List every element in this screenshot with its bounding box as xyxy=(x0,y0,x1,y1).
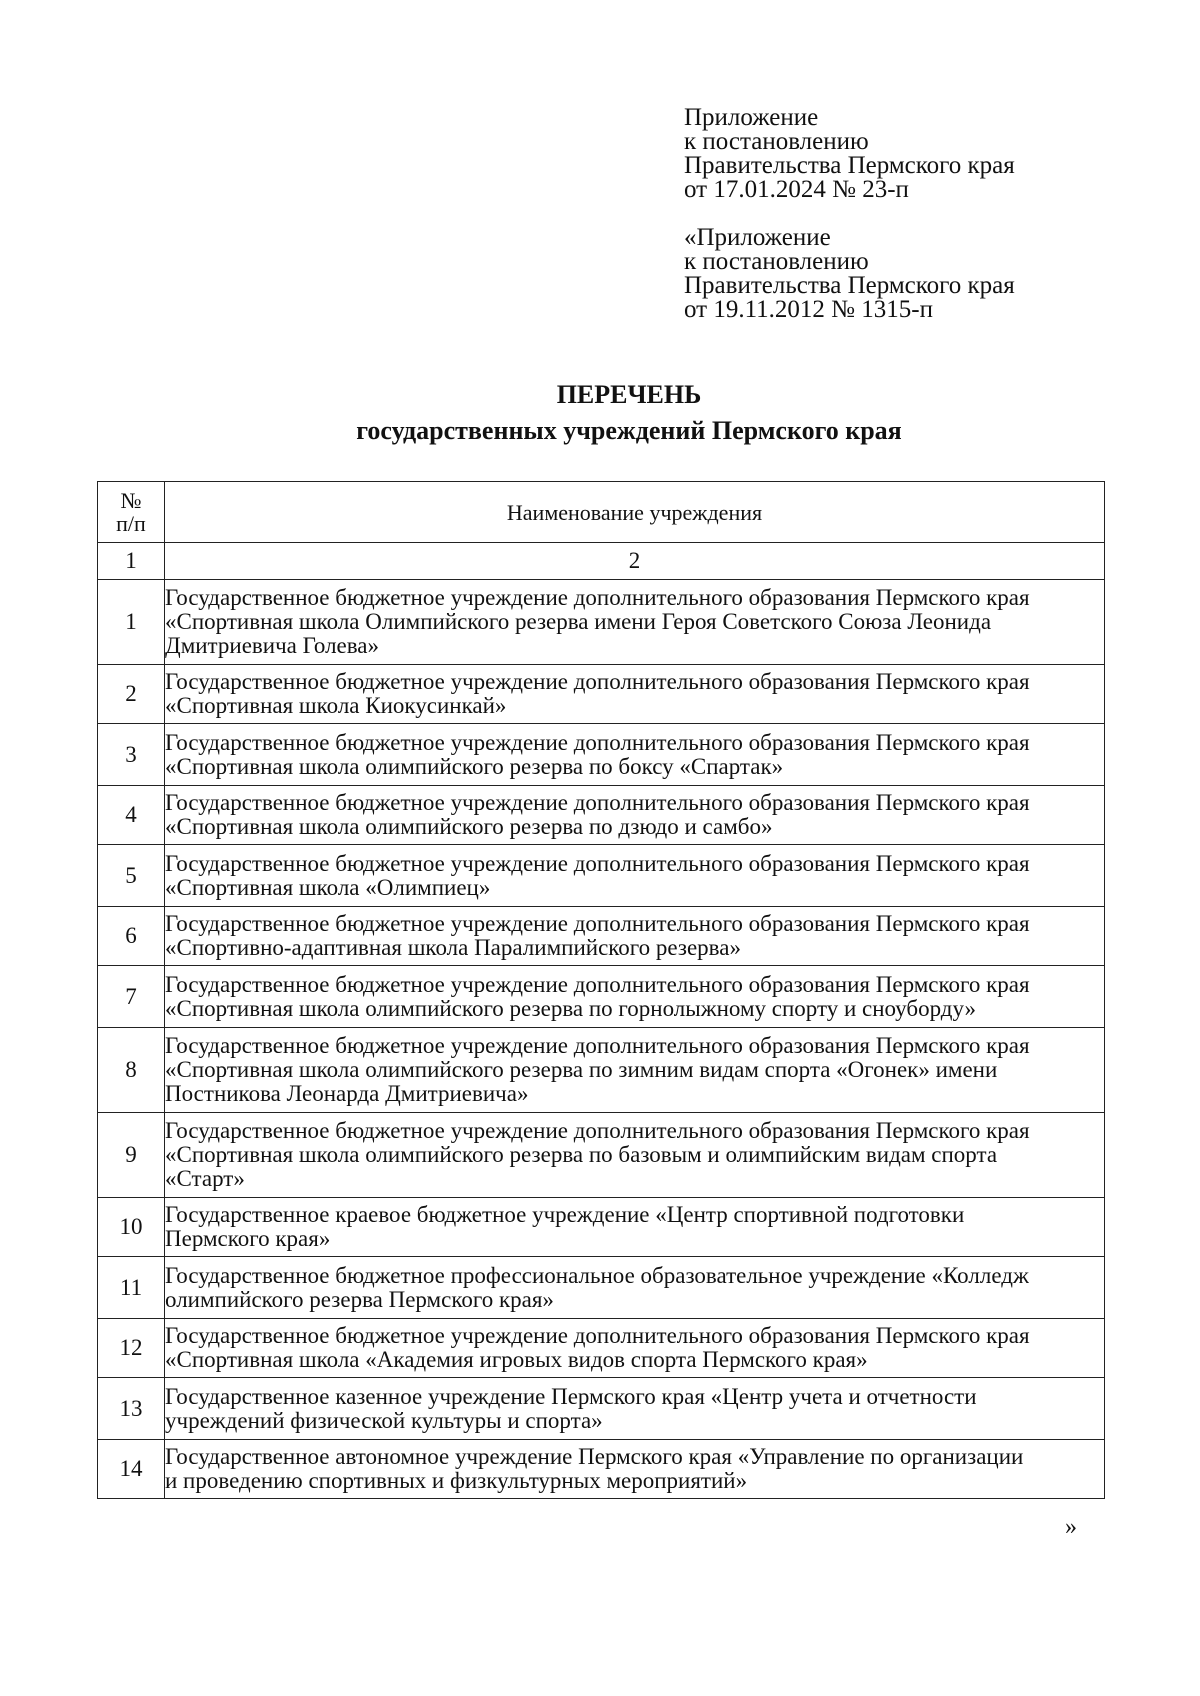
table-row xyxy=(98,724,1105,786)
institution-name-line: Государственное бюджетное учреждение дополнительного образования Пермского края xyxy=(165,1323,1030,1348)
institution-name xyxy=(165,1257,1105,1319)
table-row xyxy=(98,1198,1105,1257)
institution-name-line: Государственное бюджетное учреждение дополнительного образования Пермского края xyxy=(165,790,1030,815)
table-row xyxy=(98,580,1105,665)
table-row xyxy=(98,1378,1105,1440)
row-number: 6 xyxy=(98,907,165,966)
institution-name-line: «Спортивно-адаптивная школа Паралимпийского резерва» xyxy=(165,935,741,960)
row-number: 1 xyxy=(98,580,165,665)
row-number: 2 xyxy=(98,665,165,724)
institution-name-line: «Спортивная школа олимпийского резерва по горнолыжному спорту и сноуборду» xyxy=(165,995,977,1021)
institution-name-line: Государственное бюджетное профессиональное образовательное учреждение «Колледж xyxy=(165,1262,1029,1288)
institution-name xyxy=(165,845,1105,907)
table-row xyxy=(98,1113,1105,1198)
column-index-row xyxy=(98,543,1105,580)
institution-name-line: Государственное бюджетное учреждение дополнительного образования Пермского края xyxy=(165,669,1030,694)
institution-name-line: олимпийского резерва Пермского края» xyxy=(165,1286,554,1312)
institution-name-line: учреждений физической культуры и спорта» xyxy=(165,1407,603,1433)
institution-name-line: «Спортивная школа «Олимпиец» xyxy=(165,874,491,900)
institution-name-line: Государственное бюджетное учреждение дополнительного образования Пермского края xyxy=(165,729,1030,755)
document-title: ПЕРЕЧЕНЬ xyxy=(556,380,702,409)
annex-line: Приложение xyxy=(684,104,819,131)
table-row xyxy=(98,1028,1105,1113)
row-number: 10 xyxy=(98,1198,165,1257)
institution-name-line: Пермского края» xyxy=(165,1226,331,1251)
institution-name-line: и проведению спортивных и физкультурных мероприятий» xyxy=(165,1468,748,1493)
table-header-row xyxy=(98,482,1105,543)
institution-name-line: Государственное бюджетное учреждение дополнительного образования Пермского края xyxy=(165,911,1030,936)
institution-name xyxy=(165,665,1105,724)
institution-name xyxy=(165,966,1105,1028)
institution-name xyxy=(165,1113,1105,1198)
annex-line: Правительства Пермского края xyxy=(684,152,1015,179)
institutions-table xyxy=(97,481,1105,1499)
institution-name-line: «Старт» xyxy=(165,1166,245,1191)
row-number: 13 xyxy=(98,1378,165,1440)
annex-block-original xyxy=(684,226,1015,322)
institution-name xyxy=(165,580,1105,665)
table-row xyxy=(98,786,1105,845)
institution-name xyxy=(165,724,1105,786)
institution-name-line: Государственное бюджетное учреждение дополнительного образования Пермского края xyxy=(165,971,1030,997)
institution-name-line: Постникова Леонарда Дмитриевича» xyxy=(165,1081,529,1106)
row-number: 12 xyxy=(98,1319,165,1378)
document-subtitle: государственных учреждений Пермского края xyxy=(356,416,902,445)
annex-line: от 17.01.2024 № 23-п xyxy=(684,176,909,203)
annex-line: к постановлению xyxy=(684,128,869,155)
institution-name-line: Государственное бюджетное учреждение дополнительного образования Пермского края xyxy=(165,1033,1030,1058)
header-number-abbrev: п/п xyxy=(116,511,146,536)
table-row xyxy=(98,1319,1105,1378)
row-number: 8 xyxy=(98,1028,165,1113)
institution-name xyxy=(165,907,1105,966)
table-row xyxy=(98,966,1105,1028)
column-index-cell: 2 xyxy=(165,543,1105,580)
header-number-symbol: № xyxy=(120,488,142,513)
header-name: Наименование учреждения xyxy=(165,482,1105,543)
header-number xyxy=(98,482,165,543)
row-number: 14 xyxy=(98,1440,165,1499)
institution-name-line: Дмитриевича Голева» xyxy=(165,633,380,658)
annex-line: к постановлению xyxy=(684,248,869,275)
institution-name xyxy=(165,1028,1105,1113)
row-number: 7 xyxy=(98,966,165,1028)
table-row xyxy=(98,845,1105,907)
institution-name xyxy=(165,1198,1105,1257)
institution-name-line: «Спортивная школа «Академия игровых видов спорта Пермского края» xyxy=(165,1347,868,1372)
row-number: 5 xyxy=(98,845,165,907)
institution-name-line: Государственное бюджетное учреждение дополнительного образования Пермского края xyxy=(165,1118,1030,1143)
annex-line: «Приложение xyxy=(684,224,831,251)
institution-name-line: Государственное казенное учреждение Пермского края «Центр учета и отчетности xyxy=(165,1383,977,1409)
institution-name xyxy=(165,1440,1105,1499)
institution-name-line: «Спортивная школа олимпийского резерва по дзюдо и самбо» xyxy=(165,814,773,839)
institution-name-line: Государственное краевое бюджетное учреждение «Центр спортивной подготовки xyxy=(165,1202,965,1227)
institution-name-line: Государственное автономное учреждение Пермского края «Управление по организации xyxy=(165,1444,1024,1469)
institution-name-line: «Спортивная школа олимпийского резерва по боксу «Спартак» xyxy=(165,753,784,779)
row-number: 11 xyxy=(98,1257,165,1319)
table-row xyxy=(98,907,1105,966)
institution-name-line: Государственное бюджетное учреждение дополнительного образования Пермского края xyxy=(165,850,1030,876)
institution-name-line: «Спортивная школа Олимпийского резерва имени Героя Советского Союза Леонида xyxy=(165,609,992,634)
table-row xyxy=(98,665,1105,724)
annex-line: Правительства Пермского края xyxy=(684,272,1015,299)
annex-block-current xyxy=(684,106,1015,202)
institution-name xyxy=(165,786,1105,845)
row-number: 4 xyxy=(98,786,165,845)
row-number: 3 xyxy=(98,724,165,786)
table-row xyxy=(98,1440,1105,1499)
annex-line: от 19.11.2012 № 1315-п xyxy=(684,296,933,323)
institution-name-line: «Спортивная школа Киокусинкай» xyxy=(165,693,507,718)
institution-name-line: «Спортивная школа олимпийского резерва по базовым и олимпийским видам спорта xyxy=(165,1142,998,1167)
institution-name-line: Государственное бюджетное учреждение дополнительного образования Пермского края xyxy=(165,585,1030,610)
row-number: 9 xyxy=(98,1113,165,1198)
institution-name-line: «Спортивная школа олимпийского резерва по зимним видам спорта «Огонек» имени xyxy=(165,1057,998,1082)
institution-name xyxy=(165,1378,1105,1440)
closing-quote: » xyxy=(1065,1514,1077,1540)
institution-name xyxy=(165,1319,1105,1378)
table-row xyxy=(98,1257,1105,1319)
column-index-cell: 1 xyxy=(98,543,165,580)
